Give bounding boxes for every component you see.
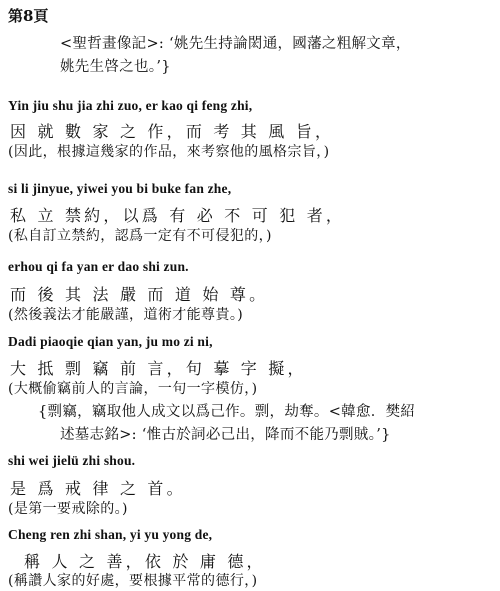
- annotation-line: <聖哲畫像記>: ‘姚先生持論閎通，國藩之粗解文章，: [60, 36, 411, 52]
- annotation-line: {剽竊，竊取他人成文以爲己作。剽，劫奪。<韓愈．樊紹: [38, 404, 416, 420]
- pinyin-line: si li jinyue, yiwei you bi buke fan zhe,: [8, 181, 232, 196]
- pinyin-line: Dadi piaoqie qian yan, ju mo zi ni,: [8, 334, 213, 349]
- translation-line: (然後義法才能嚴謹，道術才能尊貴。): [8, 307, 244, 323]
- annotation-line: 姚先生啓之也。’}: [60, 59, 171, 75]
- pinyin-line: erhou qi fa yan er dao shi zun.: [8, 259, 189, 274]
- pinyin-line: Yin jiu shu jia zhi zuo, er kao qi feng zhi,: [8, 98, 253, 113]
- chinese-line: 大 抵 剽 竊 前 言，句 摹 字 擬，: [10, 359, 307, 378]
- translation-line: (是第一要戒除的。): [8, 501, 128, 517]
- translation-line: (私自訂立禁約，認爲一定有不可侵犯的，): [8, 228, 272, 244]
- page-number-label: 第8頁: [8, 7, 49, 25]
- annotation-line: 述墓志銘>: ‘惟古於詞必己出，降而不能乃剽賊。’}: [60, 427, 391, 443]
- pinyin-line: shi wei jielü zhi shou.: [8, 453, 136, 468]
- translation-line: (稱讚人家的好處，要根據平常的德行，): [8, 573, 258, 589]
- chinese-line: 因 就 數 家 之 作，而 考 其 風 旨，: [10, 122, 335, 141]
- chinese-line: 而 後 其 法 嚴 而 道 始 尊。: [10, 285, 269, 304]
- pinyin-line: Cheng ren zhi shan, yi yu yong de,: [8, 527, 213, 542]
- translation-line: (大概偷竊前人的言論，一句一字模仿，): [8, 381, 258, 397]
- chinese-line: 是 爲 戒 律 之 首。: [10, 479, 186, 498]
- chinese-line: 稱 人 之 善，依 於 庸 德，: [24, 552, 266, 571]
- translation-line: (因此，根據這幾家的作品，來考察他的風格宗旨，): [8, 144, 330, 160]
- chinese-line: 私 立 禁約，以爲 有 必 不 可 犯 者，: [10, 206, 346, 225]
